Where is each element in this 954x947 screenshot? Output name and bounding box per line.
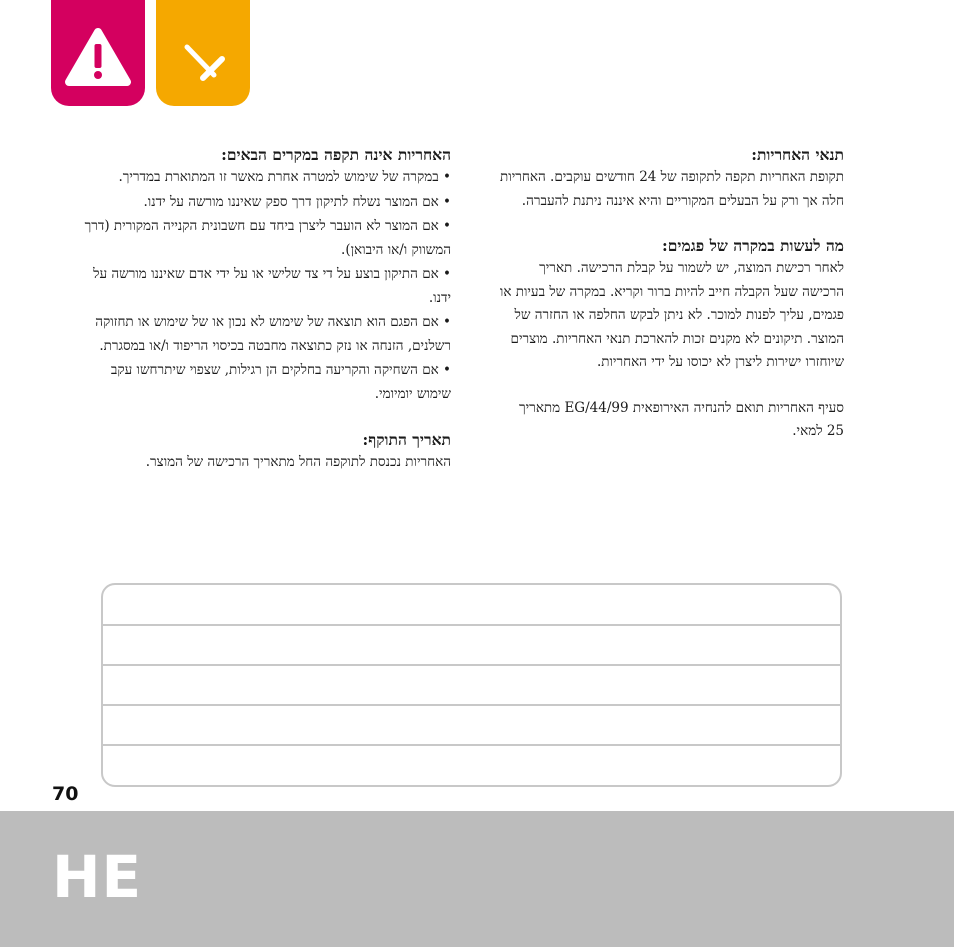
page-number: 70 [52, 783, 79, 805]
footer-band [0, 811, 954, 947]
warning-triangle-icon [51, 0, 145, 106]
list-item: • אם המוצר לא הועבר ליצרן ביחד עם חשבונית הקנייה המקורית (דרך המשווק ו/או היבואן). [81, 215, 451, 262]
list-item: • אם המוצר נשלח לתיקון דרך ספק שאיננו מורשה על ידנו. [81, 191, 451, 215]
warranty-terms-column [499, 144, 844, 444]
list-item: • אם התיקון בוצע על די צד שלישי או על ידי אדם שאיננו מורשה על ידנו. [81, 263, 451, 310]
form-row-divider [103, 704, 840, 706]
terms-text: תקופת האחריות תקפה לתקופה של 24 חודשים עוקבים. האחריות חלה אך ורק על הבעלים המקוריים והיא איננה ניתנת להעברה. [500, 169, 844, 209]
list-item: • אם הפגם הוא תוצאה של שימוש לא נכון או של שימוש או תחזוקה רשלנים, הזנחה או נזק כתוצאה מחבטה בכיסוי הריפוד ו/או במסגרת. [81, 311, 451, 358]
effective-date-text: האחריות נכנסת לתוקפה החל מתאריך הרכישה של המוצר. [145, 454, 451, 470]
tool-tile [156, 0, 250, 106]
form-row-divider [103, 664, 840, 666]
form-row-divider [103, 624, 840, 626]
tool-icon [156, 0, 250, 106]
defects-text: לאחר רכישת המוצה, יש לשמור על קבלת הרכישה. תאריך הרכישה שעל הקבלה חייב להיות ברור וקריא. במקרה של בעיות או פגמים, עליך לפנות למוכר. לא ניתן לבקש החלפה או החזרה של המוצר. תיקונים לא מקנים זכות להארכת תנאי האחריות. מוצרים שיוחזרו ישירות ליצרן לא יכוסו על ידי האחריות. [499, 260, 844, 370]
effective-date-heading: תאריך התוקף: [362, 430, 451, 449]
language-code: HE [52, 843, 143, 911]
list-item: • במקרה של שימוש למטרה אחרת מאשר זו המתוארת במדריך. [81, 166, 451, 190]
exclusions-heading: האחריות אינה תקפה במקרים הבאים: [221, 145, 451, 164]
form-row-divider [103, 744, 840, 746]
warranty-exclusions-column [81, 144, 451, 475]
exclusions-list [81, 166, 451, 406]
defects-heading: מה לעשות במקרה של פגמים: [661, 236, 844, 255]
warning-tile [51, 0, 145, 106]
eu-directive-text: סעיף האחריות תואם להנחיה האירופאית EG/44/99 מתאריך 25 למאי. [519, 399, 844, 439]
warranty-form-box [101, 583, 842, 787]
terms-heading: תנאי האחריות: [751, 145, 844, 164]
list-item: • אם השחיקה והקריעה בחלקים הן רגילות, שצפוי שיתרחשו עקב שימוש יומיומי. [81, 359, 451, 406]
